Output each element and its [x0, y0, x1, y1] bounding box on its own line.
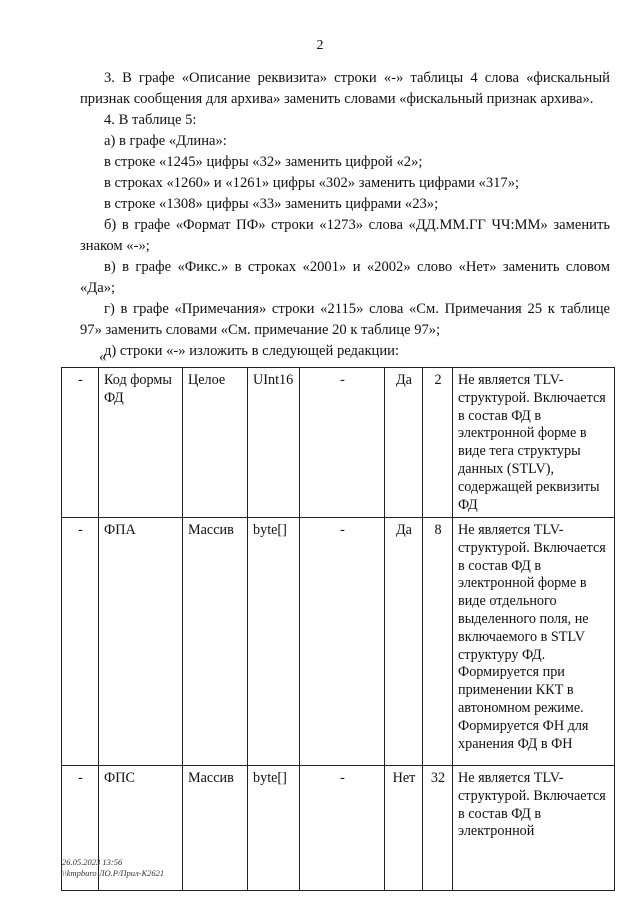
amendment-text: [80, 68, 610, 362]
format-cell: UInt16: [248, 368, 300, 518]
paragraph-4d: д) строки «-» изложить в следующей редакции:: [104, 343, 400, 359]
paragraph-4a: а) в графе «Длина»:: [104, 133, 227, 149]
name-cell: ФПС: [99, 766, 183, 891]
notes-cell: Не является TLV-структурой. Включается в состав ФД в электронной форме в виде отдельного выделенного поля, не включаемого в STLV структуру ФД. Формируется при применении ККТ в автономном режиме. Формируется ФН для хранения ФД в ФН: [453, 518, 615, 766]
notes-cell: Не является TLV-структурой. Включается в состав ФД в электронной: [453, 766, 615, 891]
length-cell: 2: [423, 368, 453, 518]
format-cell: byte[]: [248, 518, 300, 766]
paragraph-4a-line2: в строках «1260» и «1261» цифры «302» заменить цифрами «317»;: [104, 175, 520, 191]
fixed-cell: Да: [385, 368, 423, 518]
tag-cell: -: [62, 518, 99, 766]
paragraph-4a-line1: в строке «1245» цифры «32» заменить цифрой «2»;: [104, 154, 423, 170]
name-cell: ФПА: [99, 518, 183, 766]
fixed-cell: Нет: [385, 766, 423, 891]
type-cell: Целое: [183, 368, 248, 518]
length-cell: 8: [423, 518, 453, 766]
name-cell: Код формы ФД: [99, 368, 183, 518]
paragraph-3: 3. В графе «Описание реквизита» строки «-» таблицы 4 слова «фискальный признак сообщения для архива» заменить словами «фискальный признак архива».: [80, 70, 610, 107]
page-number: 2: [316, 38, 324, 53]
tag-cell: -: [62, 766, 99, 891]
pf-format-cell: -: [300, 518, 385, 766]
fixed-cell: Да: [385, 518, 423, 766]
paragraph-4g: г) в графе «Примечания» строки «2115» слова «См. Примечания 25 к таблице 97» заменить словами «См. примечание 20 к таблице 97»;: [80, 301, 610, 338]
type-cell: Массив: [183, 518, 248, 766]
type-cell: Массив: [183, 766, 248, 891]
pf-format-cell: -: [300, 368, 385, 518]
paragraph-4: 4. В таблице 5:: [104, 112, 197, 128]
format-cell: byte[]: [248, 766, 300, 891]
notes-cell: Не является TLV-структурой. Включается в состав ФД в электронной форме в виде тега структуры данных (STLV), содержащей реквизиты ФД: [453, 368, 615, 518]
footer-timestamp: 26.05.2023 13:56: [62, 857, 123, 867]
footer-file-path: \\kmpburo ЛО.Р/Прил-К2621: [62, 868, 165, 878]
length-cell: 32: [423, 766, 453, 891]
opening-quote: «: [99, 349, 107, 365]
pf-format-cell: -: [300, 766, 385, 891]
paragraph-4a-line3: в строке «1308» цифры «33» заменить цифрами «23»;: [104, 196, 439, 212]
table-row: [62, 368, 615, 518]
requisites-table: [61, 367, 615, 891]
paragraph-4v: в) в графе «Фикс.» в строках «2001» и «2002» слово «Нет» заменить словом «Да»;: [80, 259, 610, 296]
document-footer: [62, 857, 164, 879]
tag-cell: -: [62, 368, 99, 518]
table-row: [62, 518, 615, 766]
paragraph-4b: б) в графе «Формат ПФ» строки «1273» слова «ДД.ММ.ГГ ЧЧ:ММ» заменить знаком «-»;: [80, 217, 610, 254]
